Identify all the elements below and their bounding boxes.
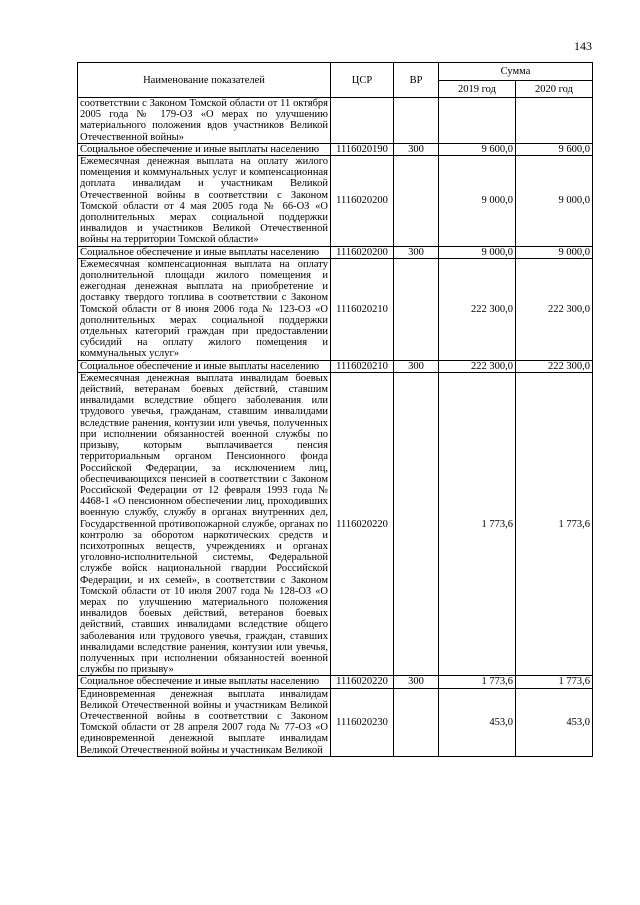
row-vr: [394, 98, 439, 144]
header-name: Наименование показателей: [78, 63, 331, 98]
budget-table: [77, 62, 593, 757]
table-row: [78, 98, 593, 144]
row-vr: 300: [394, 360, 439, 372]
table-row: [78, 372, 593, 675]
row-vr: [394, 258, 439, 360]
table-row: [78, 688, 593, 756]
row-name: Ежемесячная денежная выплата на оплату жилого помещения и коммунальных услуг и компенсационная доплата инвалидам и участникам Великой Отечественной войны в соответствии с Законом Томской области от 4 мая 2005 года № 66-ОЗ «О дополнительных мерах социальной поддержки инвалидов и участников Великой Отечественной войны на территории Томской области»: [78, 156, 331, 247]
row-2020: 1 773,6: [516, 372, 593, 675]
header-2020: 2020 год: [516, 81, 593, 98]
row-csr: 1116020220: [331, 372, 394, 675]
row-name: Социальное обеспечение и иные выплаты населению: [78, 360, 331, 372]
table-row: [78, 258, 593, 360]
table-header: [78, 63, 593, 98]
row-csr: 1116020210: [331, 360, 394, 372]
row-csr: 1116020220: [331, 676, 394, 688]
row-csr: 1116020200: [331, 156, 394, 247]
row-name: Единовременная денежная выплата инвалидам Великой Отечественной войны и участникам Великой Отечественной войны в соответствии с Законом Томской области от 28 апреля 2007 года № 77-ОЗ «О единовременной денежной выплате инвалидам Великой Отечественной войны и участникам Великой: [78, 688, 331, 756]
table-row: [78, 156, 593, 247]
row-2019: 222 300,0: [439, 360, 516, 372]
row-2019: 9 000,0: [439, 246, 516, 258]
row-2020: 9 000,0: [516, 156, 593, 247]
row-2019: 9 000,0: [439, 156, 516, 247]
row-2019: [439, 98, 516, 144]
row-2020: 222 300,0: [516, 258, 593, 360]
row-name: Ежемесячная компенсационная выплата на оплату дополнительной площади жилого помещения и ежегодная денежная выплата на приобретение и доставку твердого топлива в соответствии с Законом Томской области от 8 июня 2006 года № 123-ОЗ «О дополнительных мерах социальной поддержки отдельных категорий граждан при предоставлении субсидий на оплату жилого помещения и коммунальных услуг»: [78, 258, 331, 360]
row-vr: [394, 156, 439, 247]
row-vr: 300: [394, 246, 439, 258]
page-number: 143: [574, 39, 592, 53]
row-name: Социальное обеспечение и иные выплаты населению: [78, 246, 331, 258]
row-name: Социальное обеспечение и иные выплаты населению: [78, 676, 331, 688]
row-vr: [394, 372, 439, 675]
row-2020: 453,0: [516, 688, 593, 756]
table-row: [78, 360, 593, 372]
row-name: соответствии с Законом Томской области от 11 октября 2005 года № 179-ОЗ «О мерах по улучшению материального положения вдов участников Великой Отечественной войны»: [78, 98, 331, 144]
row-csr: 1116020200: [331, 246, 394, 258]
row-vr: [394, 688, 439, 756]
row-name: Ежемесячная денежная выплата инвалидам боевых действий, ветеранам боевых действий, ставшим инвалидами вследствие общего заболевания или трудового увечья, гражданам, ставшим инвалидами вследствие ранения, контузии или увечья, полученных при исполнении обязанностей военной службы по призыву, которым выплачивается пенсия территориальным органом Пенсионного фонда Российской Федерации, за исключением лиц, обеспечивающихся пенсией в соответствии с Законом Российской Федерации от 12 февраля 1993 года № 4468-1 «О пенсионном обеспечении лиц, проходивших военную службу, службу в органах внутренних дел, Государственной противопожарной службе, органах по контролю за оборотом наркотических средств и психотропных веществ, учреждениях и органах уголовно-исполнительной системы, Федеральной службе войск национальной гвардии Российской Федерации, и их семей», в соответствии с Законом Томской области от 10 июля 2007 года № 128-ОЗ «О мерах по улучшению материального положения инвалидов боевых действий, ветеранов боевых действий, ставших инвалидами вследствие общего заболевания или трудового увечья, граждан, ставших инвалидами вследствие ранения, контузии или увечья, полученных при исполнении обязанностей военной службы по призыву»: [78, 372, 331, 675]
row-2019: 9 600,0: [439, 143, 516, 155]
row-2020: [516, 98, 593, 144]
row-2019: 1 773,6: [439, 676, 516, 688]
row-2020: 9 600,0: [516, 143, 593, 155]
row-csr: 1116020190: [331, 143, 394, 155]
row-2019: 1 773,6: [439, 372, 516, 675]
row-2020: 222 300,0: [516, 360, 593, 372]
row-2020: 1 773,6: [516, 676, 593, 688]
table-row: [78, 143, 593, 155]
row-2019: 453,0: [439, 688, 516, 756]
header-csr: ЦСР: [331, 63, 394, 98]
table-body: [78, 98, 593, 757]
row-name: Социальное обеспечение и иные выплаты населению: [78, 143, 331, 155]
row-vr: 300: [394, 676, 439, 688]
row-vr: 300: [394, 143, 439, 155]
header-sum: Сумма: [439, 63, 593, 81]
row-csr: 1116020230: [331, 688, 394, 756]
row-csr: [331, 98, 394, 144]
table-row: [78, 246, 593, 258]
header-2019: 2019 год: [439, 81, 516, 98]
row-2020: 9 000,0: [516, 246, 593, 258]
row-csr: 1116020210: [331, 258, 394, 360]
header-vr: ВР: [394, 63, 439, 98]
row-2019: 222 300,0: [439, 258, 516, 360]
table-row: [78, 676, 593, 688]
